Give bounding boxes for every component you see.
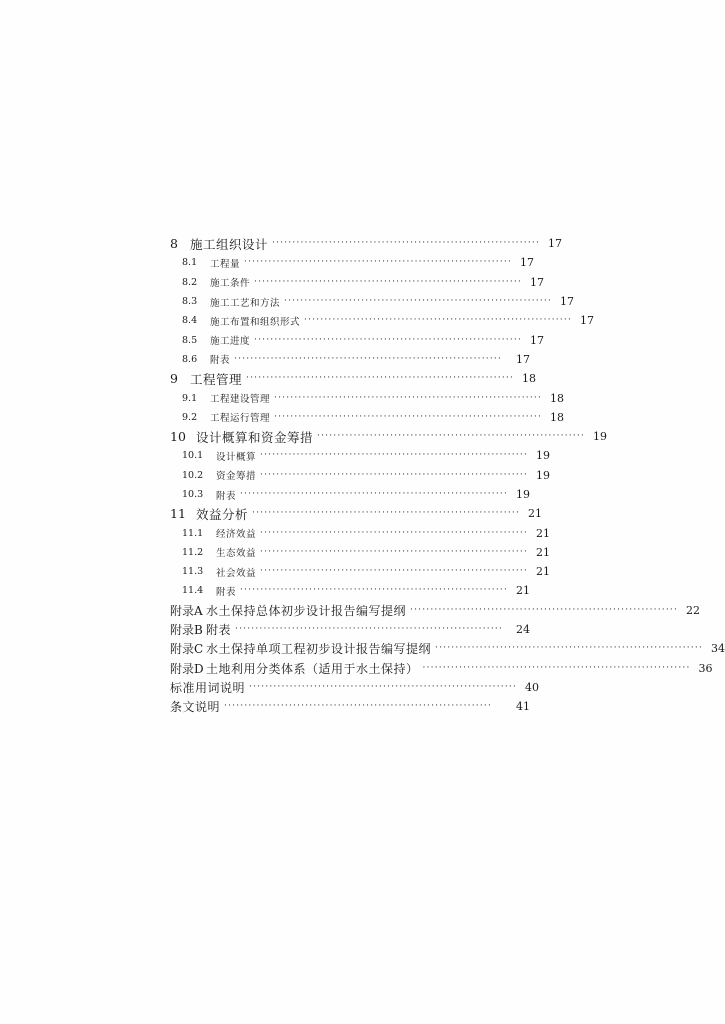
toc-entry[interactable]	[170, 427, 608, 446]
toc-leader-dots: ··································································	[304, 315, 573, 326]
toc-leader-dots: ··································································	[246, 373, 515, 384]
toc-entry-title: 工程管理	[190, 371, 243, 387]
toc-leader-dots: ··································································	[284, 296, 553, 307]
toc-entry-number: 11.1	[182, 527, 204, 539]
toc-entry-number: 10	[170, 429, 186, 445]
toc-entry[interactable]	[170, 601, 701, 620]
toc-entry-page-number: 21	[536, 526, 551, 540]
toc-leader-dots: ··································································	[274, 411, 543, 422]
toc-entry-number: 10.1	[182, 450, 204, 462]
toc-entry-page-number: 17	[520, 256, 535, 270]
toc-leader-dots: ··································································	[410, 604, 679, 615]
toc-leader-dots: ··································································	[254, 334, 523, 345]
toc-entry-title: 附表	[210, 355, 231, 367]
toc-leader-dots: ··································································	[272, 238, 541, 249]
toc-entry-number: 8.4	[182, 315, 198, 327]
toc-entry[interactable]	[170, 369, 537, 388]
toc-leader-dots: ··································································	[235, 624, 504, 635]
toc-leader-dots: ··································································	[422, 662, 691, 673]
toc-entry-page-number: 24	[516, 623, 530, 637]
toc-entry[interactable]	[170, 311, 595, 330]
table-of-contents	[170, 234, 725, 716]
toc-entry-number: 11.2	[182, 546, 204, 558]
toc-entry[interactable]	[170, 659, 713, 678]
toc-entry-number: 8.3	[182, 296, 198, 308]
toc-entry-page-number: 19	[516, 488, 531, 501]
toc-entry[interactable]	[170, 485, 530, 504]
toc-entry[interactable]	[170, 292, 575, 311]
toc-entry[interactable]	[170, 581, 530, 600]
toc-entry-page-number: 21	[536, 565, 551, 579]
toc-entry[interactable]	[170, 388, 565, 407]
toc-leader-dots: ··································································	[249, 681, 518, 692]
toc-entry-page-number: 21	[528, 507, 543, 521]
toc-entry-page-number: 41	[516, 700, 530, 714]
toc-entry-title: 附表	[206, 623, 232, 638]
toc-entry-page-number: 17	[530, 275, 545, 289]
toc-entry-title: 施工进度	[210, 336, 251, 348]
toc-entry-number: 附录C	[170, 642, 204, 657]
toc-entry[interactable]	[170, 523, 551, 542]
toc-entry-page-number: 34	[711, 642, 725, 656]
toc-entry-title: 效益分析	[196, 506, 249, 522]
toc-entry-page-number: 17	[530, 333, 545, 347]
toc-entry-number: 9.1	[182, 392, 198, 404]
toc-entry-title: 设计概算和资金筹措	[196, 429, 314, 445]
toc-entry[interactable]	[170, 408, 565, 427]
toc-entry-number: 8	[170, 236, 178, 252]
toc-entry-title: 工程运行管理	[210, 413, 271, 425]
toc-entry[interactable]	[170, 562, 551, 581]
toc-entry-title: 施工组织设计	[190, 236, 269, 252]
toc-entry-number: 11.4	[182, 585, 204, 597]
toc-entry-title: 经济效益	[216, 529, 257, 541]
toc-entry-title: 施工布置和组织形式	[210, 316, 301, 328]
toc-leader-dots: ··································································	[244, 257, 513, 268]
toc-entry-title: 附表	[216, 490, 237, 502]
toc-entry[interactable]	[170, 620, 530, 639]
toc-entry[interactable]	[170, 543, 551, 562]
toc-entry-number: 9.2	[182, 411, 198, 423]
toc-entry[interactable]	[170, 273, 545, 292]
toc-leader-dots: ··································································	[260, 469, 529, 480]
toc-leader-dots: ··································································	[234, 353, 503, 364]
toc-entry-page-number: 21	[536, 545, 551, 559]
toc-leader-dots: ··································································	[260, 566, 529, 577]
toc-entry-number: 附录D	[170, 661, 204, 676]
toc-entry[interactable]	[170, 639, 725, 658]
toc-entry[interactable]	[170, 504, 543, 523]
toc-leader-dots: ··································································	[240, 489, 509, 499]
toc-leader-dots: ··································································	[224, 701, 493, 712]
toc-entry[interactable]	[170, 330, 545, 349]
toc-entry-title: 生态效益	[216, 548, 257, 560]
toc-entry-title: 标准用词说明	[170, 680, 246, 695]
toc-entry-number: 附录A	[170, 603, 203, 618]
toc-entry[interactable]	[170, 446, 551, 465]
toc-leader-dots: ··································································	[254, 276, 523, 287]
toc-entry-number: 11.3	[182, 566, 204, 578]
toc-entry-title: 附表	[216, 586, 237, 598]
toc-entry[interactable]	[170, 253, 535, 272]
toc-entry-page-number: 17	[516, 352, 530, 366]
toc-entry-title: 工程建设管理	[210, 394, 271, 406]
toc-entry-number: 10.3	[182, 489, 204, 500]
toc-entry-number: 9	[170, 371, 178, 387]
toc-leader-dots: ··································································	[317, 431, 586, 442]
toc-entry[interactable]	[170, 678, 540, 697]
toc-entry[interactable]	[170, 234, 563, 253]
toc-entry-page-number: 19	[536, 468, 551, 482]
toc-entry-number: 10.2	[182, 469, 204, 481]
toc-entry-title: 工程量	[210, 258, 241, 270]
toc-entry-title: 土地利用分类体系（适用于水土保持）	[206, 661, 419, 676]
toc-entry-title: 设计概算	[216, 451, 257, 463]
toc-entry-title: 水土保持单项工程初步设计报告编写提纲	[206, 642, 432, 657]
toc-entry-page-number: 17	[548, 237, 563, 251]
toc-entry-page-number: 22	[686, 603, 701, 617]
toc-leader-dots: ··································································	[252, 508, 521, 519]
toc-entry[interactable]	[170, 350, 530, 369]
toc-leader-dots: ··································································	[240, 585, 509, 596]
toc-entry-title: 水土保持总体初步设计报告编写提纲	[206, 603, 407, 618]
toc-entry[interactable]	[170, 466, 551, 485]
toc-entry-page-number: 18	[550, 410, 565, 424]
toc-entry[interactable]	[170, 697, 530, 716]
toc-entry-number: 附录B	[170, 623, 203, 638]
toc-entry-page-number: 18	[550, 391, 565, 405]
toc-entry-title: 施工工艺和方法	[210, 297, 281, 309]
toc-entry-number: 8.1	[182, 257, 198, 269]
toc-entry-number: 8.6	[182, 353, 198, 365]
toc-entry-number: 8.2	[182, 276, 198, 288]
toc-entry-page-number: 17	[560, 295, 575, 309]
toc-entry-page-number: 18	[522, 372, 537, 386]
toc-entry-page-number: 19	[593, 430, 608, 444]
toc-entry-page-number: 19	[536, 449, 551, 463]
toc-leader-dots: ··································································	[260, 527, 529, 538]
toc-leader-dots: ··································································	[260, 450, 529, 461]
toc-entry-number: 11	[170, 506, 186, 522]
toc-entry-page-number: 21	[516, 584, 531, 598]
toc-leader-dots: ··································································	[260, 546, 529, 557]
toc-entry-title: 资金筹措	[216, 471, 257, 483]
toc-entry-title: 条文说明	[170, 700, 221, 715]
toc-entry-number: 8.5	[182, 334, 198, 346]
toc-entry-title: 施工条件	[210, 278, 251, 290]
toc-entry-page-number: 40	[525, 680, 540, 694]
toc-leader-dots: ··································································	[435, 643, 704, 654]
toc-entry-page-number: 17	[580, 314, 595, 328]
toc-entry-title: 社会效益	[216, 567, 257, 579]
toc-entry-page-number: 36	[698, 661, 713, 675]
toc-leader-dots: ··································································	[274, 392, 543, 403]
